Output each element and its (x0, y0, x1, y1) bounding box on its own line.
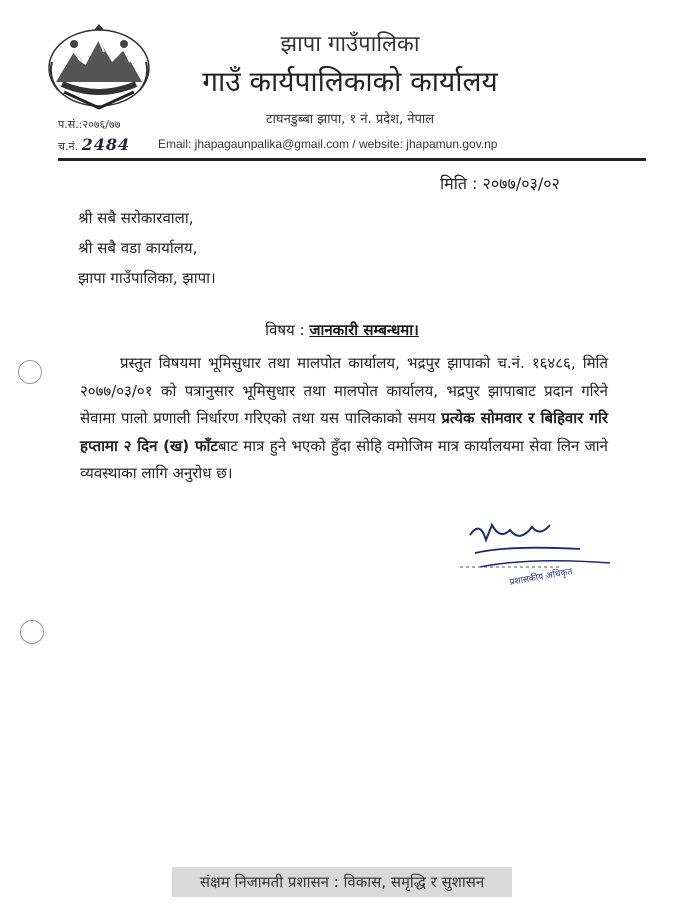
subject-line (0, 320, 684, 340)
reference-cn-label: च.नं. (58, 140, 79, 153)
reference-cn-handwritten: 2484 (81, 135, 131, 154)
reference-ps: प.सं.:२०७६/७७ (58, 118, 121, 131)
letter-body (80, 350, 608, 488)
stamp-text: प्रशासकीय अधिकृत (508, 567, 574, 588)
subject-label: विषय : (265, 321, 305, 339)
recipient-line: श्री सबै वडा कार्यालय, (78, 239, 198, 257)
scan-hole-mark (18, 360, 42, 384)
subject-value: जानकारी सम्बन्धमा। (309, 321, 419, 339)
reference-cn (58, 135, 130, 154)
nepal-government-emblem-icon (44, 22, 154, 112)
body-text-part2: बाट मात्र हुने भएको हुँदा सोहि वमोजिम मात्र कार्यालयमा सेवा लिन जाने व्यवस्थाका लागि अनुरोध छ। (80, 436, 608, 482)
letter-date: मिति : २०७७/०३/०२ (440, 174, 560, 193)
contact-line: Email: jhapagaunpalika@gmail.com / website: jhapamun.gov.np (158, 137, 498, 151)
signature-stamp (460, 515, 630, 595)
recipient-line: झापा गाउँपालिका, झापा। (78, 269, 216, 287)
body-text-part1: प्रस्तुत विषयमा भूमिसुधार तथा मालपोत कार्यालय, भद्रपुर झापाको च.नं. १६४८६, मिति २०७७/०३/०१ को पत्रानुसार भूमिसुधार तथा मालपोत कार्यालय, भद्रपुर झापाबाट प्रदान गरिने सेवामा पालो प्रणाली निर्धारण गरिएको तथा यस पालिकाको समय (80, 354, 608, 427)
recipient-line: श्री सबै सरोकारवाला, (78, 209, 194, 227)
footer-slogan: संक्षम निजामती प्रशासन : विकास, समृद्धि र सुशासन (172, 867, 512, 897)
header-divider (58, 158, 646, 161)
office-address: टाघनडुब्बा झापा, १ नं. प्रदेश, नेपाल (265, 112, 435, 127)
office-title-municipality: झापा गाउँपालिका (280, 32, 420, 57)
body-text-bold: प्रत्येक सोमवार र बिहिवार गरि हप्तामा २ दिन (ख) फाँट (80, 409, 608, 455)
office-title-executive: गाउँ कार्यपालिकाको कार्यालय (202, 65, 498, 98)
scan-hole-mark (20, 620, 44, 644)
